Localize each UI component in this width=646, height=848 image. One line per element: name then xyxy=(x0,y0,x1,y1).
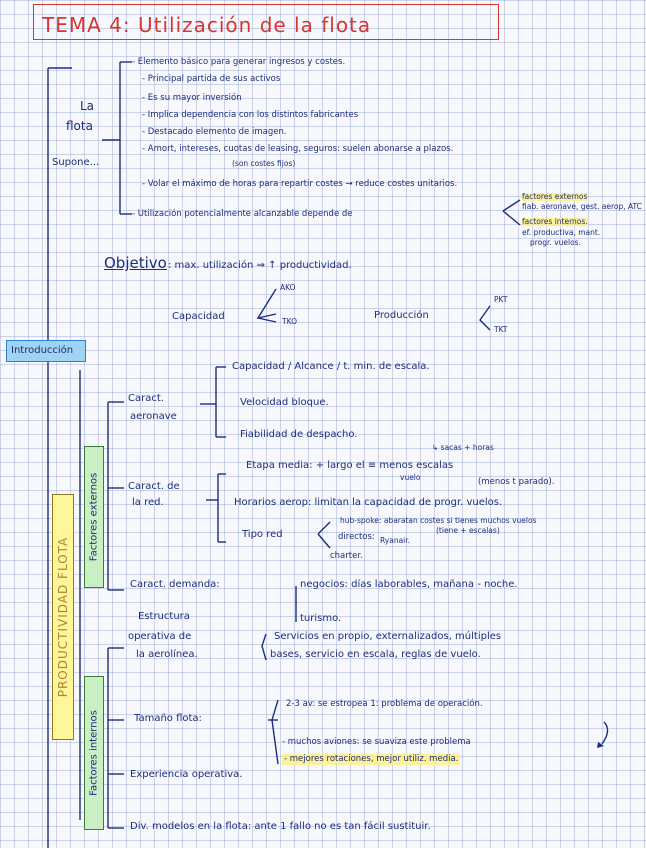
estructura-text-1: Servicios en propio, externalizados, múltiples xyxy=(274,631,502,642)
red-etapa: Etapa media: + largo el ≡ menos escalas xyxy=(246,460,454,471)
flota-label: flota xyxy=(66,119,93,133)
demanda-negocios: negocios: días laborables, mañana - noche. xyxy=(300,579,518,590)
estructura-label-3: la aerolínea. xyxy=(136,649,198,660)
introduccion-label: Introducción xyxy=(11,345,74,356)
produccion-pkt: PKT xyxy=(494,295,508,304)
red-hub-paren: (tiene + escalas) xyxy=(436,526,500,535)
capacidad-label: Capacidad xyxy=(172,311,225,322)
aeronave-item-2: Velocidad bloque. xyxy=(240,397,329,408)
tamano-item-2: - muchos aviones: se suaviza este problema xyxy=(282,737,471,747)
aeronave-item-3: Fiabilidad de despacho. xyxy=(240,429,358,440)
page-title-box xyxy=(33,4,499,40)
factores-internos-title: factores internos. xyxy=(522,217,588,226)
factores-internos-detail-2: progr. vuelos. xyxy=(530,238,581,247)
modelos-label: Div. modelos en la flota: ante 1 fallo no es tan fácil sustituir. xyxy=(130,821,431,832)
demanda-label: Caract. demanda: xyxy=(130,579,220,590)
aeronave-item-1: Capacidad / Alcance / t. min. de escala. xyxy=(232,361,430,372)
supone-item-7: - Volar el máximo de horas para repartir costes → reduce costes unitarios. xyxy=(142,179,458,189)
productividad-flota-box xyxy=(52,494,74,740)
demanda-turismo: turismo. xyxy=(300,613,342,624)
objetivo-text: : max. utilización ⇒ ↑ productividad. xyxy=(168,260,352,271)
capacidad-tko: TKO xyxy=(282,317,297,326)
red-sacas: ↳ sacas + horas xyxy=(432,443,494,452)
red-label-1: Caract. de xyxy=(128,481,180,492)
factores-internos-label: Factores internos xyxy=(88,710,100,796)
red-horarios: Horarios aerop: limitan la capacidad de progr. vuelos. xyxy=(234,497,503,508)
tamano-item-3: - mejores rotaciones, mejor utiliz. media. xyxy=(284,754,459,764)
red-hub: hub-spoke: abaratan costes si tienes muchos vuelos xyxy=(340,516,537,525)
productividad-flota-label: PRODUCTIVIDAD FLOTA xyxy=(56,536,70,698)
aeronave-label-2: aeronave xyxy=(130,411,177,422)
estructura-label-1: Estructura xyxy=(138,611,190,622)
factores-externos-box xyxy=(84,446,104,588)
produccion-tkt: TKT xyxy=(494,325,508,334)
supone-item-5: - Destacado elemento de imagen. xyxy=(142,127,287,137)
page-title: TEMA 4: Utilización de la flota xyxy=(42,13,372,37)
supone-label: Supone... xyxy=(52,157,100,168)
objetivo-label: Objetivo xyxy=(104,254,167,272)
tamano-item-1: 2-3 av: se estropea 1: problema de operación. xyxy=(286,699,483,709)
red-ryanair: Ryanair. xyxy=(380,536,411,545)
introduccion-box xyxy=(6,340,86,362)
tamano-label: Tamaño flota: xyxy=(134,713,202,724)
capacidad-ako: AKO xyxy=(280,283,296,292)
la-label: La xyxy=(80,99,95,113)
supone-item-1: - Elemento básico para generar ingresos y costes. xyxy=(132,57,346,67)
red-directos: directos: xyxy=(338,532,375,542)
red-etapa-paren: (menos t parado). xyxy=(478,477,555,487)
supone-item-2: - Principal partida de sus activos xyxy=(142,74,281,84)
red-charter: charter. xyxy=(330,551,363,561)
factores-internos-box xyxy=(84,676,104,830)
factores-externos-title: factores externos xyxy=(522,192,588,201)
factores-internos-detail-1: ef. productiva, mant. xyxy=(522,228,601,237)
supone-item-3: - Es su mayor inversión xyxy=(142,93,242,103)
aeronave-label-1: Caract. xyxy=(128,393,164,404)
supone-item-6-note: (son costes fijos) xyxy=(232,159,296,168)
experiencia-label: Experiencia operativa. xyxy=(130,769,243,780)
factores-externos-detail: fiab. aeronave, gest. aerop, ATC xyxy=(522,202,642,211)
red-tipo: Tipo red xyxy=(242,529,283,540)
supone-item-6: - Amort, intereses, cuotas de leasing, seguros: suelen abonarse a plazos. xyxy=(142,144,454,154)
factores-externos-label: Factores externos xyxy=(88,472,100,562)
supone-item-4: - Implica dependencia con los distintos fabricantes xyxy=(142,110,359,120)
supone-item-8: - Utilización potencialmente alcanzable depende de xyxy=(132,209,353,219)
red-label-2: la red. xyxy=(132,497,164,508)
red-etapa-vuelo: vuelo xyxy=(400,473,421,482)
estructura-text-2: bases, servicio en escala, reglas de vuelo. xyxy=(270,649,481,660)
produccion-label: Producción xyxy=(374,310,429,321)
estructura-label-2: operativa de xyxy=(128,631,192,642)
